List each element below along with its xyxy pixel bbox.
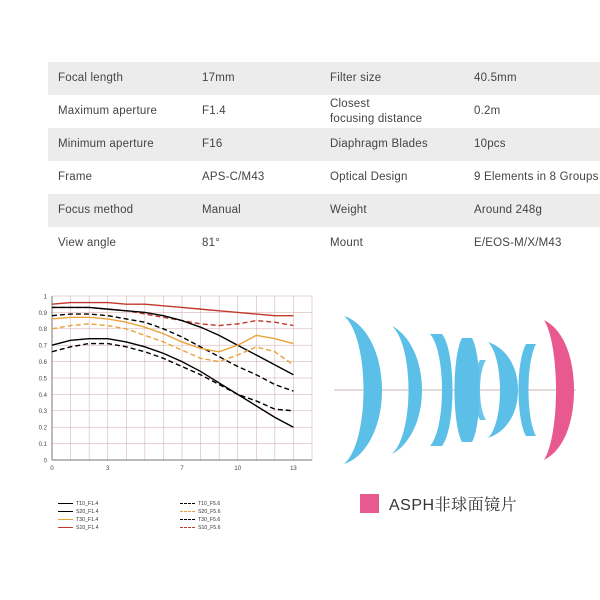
legend-label: T30_F1.4 — [76, 517, 99, 523]
spec-value: Manual — [192, 194, 320, 227]
spec-value: 40.5mm — [464, 62, 600, 95]
legend-swatch — [180, 527, 195, 528]
legend-label: S10_F1.4 — [76, 525, 99, 531]
legend-swatch — [58, 519, 73, 520]
legend-swatch — [180, 519, 195, 520]
chart-series-line — [52, 339, 293, 428]
legend-item — [180, 524, 302, 532]
legend-swatch — [58, 503, 73, 504]
chart-legend — [58, 500, 302, 532]
legend-label: T10_F1.4 — [76, 501, 99, 507]
legend-item — [58, 516, 180, 524]
legend-label: S10_F5.6 — [198, 525, 221, 531]
spec-key: Mount — [320, 227, 464, 260]
legend-item — [58, 508, 180, 516]
lens-cross-section-diagram — [330, 290, 580, 520]
table-row — [48, 227, 600, 260]
y-tick-label: 0.8 — [38, 327, 47, 334]
y-tick-label: 0.1 — [38, 442, 47, 448]
y-tick-label: 0.4 — [38, 392, 47, 399]
table-row — [48, 95, 600, 128]
spec-value: APS-C/M43 — [192, 161, 320, 194]
y-tick-label: 1 — [43, 294, 47, 301]
table-row — [48, 62, 600, 95]
aspherical-legend-label: ASPH非球面镜片 — [389, 497, 518, 514]
legend-label: S20_F1.4 — [76, 509, 99, 515]
legend-row — [58, 516, 302, 524]
spec-value: Around 248g — [464, 194, 600, 227]
chart-series-line — [52, 314, 293, 391]
legend-label: S20_F5.6 — [198, 509, 221, 515]
legend-row — [58, 524, 302, 532]
aspherical-color-swatch — [360, 494, 379, 513]
lens-diagram-svg — [330, 290, 580, 490]
spec-key: Closest focusing distance — [320, 95, 464, 128]
spec-key: Focus method — [48, 194, 192, 227]
x-tick-label: 3 — [106, 466, 110, 472]
x-tick-label: 7 — [180, 466, 184, 472]
legend-row — [58, 500, 302, 508]
y-tick-label: 0.3 — [38, 409, 47, 416]
table-row — [48, 161, 600, 194]
spec-value: E/EOS-M/X/M43 — [464, 227, 600, 260]
chart-series-line — [52, 344, 293, 411]
spec-key: Optical Design — [320, 161, 464, 194]
chart-series-line — [52, 324, 293, 365]
spec-value: 17mm — [192, 62, 320, 95]
spec-value: 81° — [192, 227, 320, 260]
y-tick-label: 0.5 — [38, 376, 47, 383]
chart-series — [52, 303, 293, 428]
legend-row — [58, 508, 302, 516]
spec-value: F1.4 — [192, 95, 320, 128]
spec-key: Minimum aperture — [48, 128, 192, 161]
spec-key: Diaphragm Blades — [320, 128, 464, 161]
spec-key: Weight — [320, 194, 464, 227]
legend-item — [58, 524, 180, 532]
legend-item — [180, 516, 302, 524]
spec-value: F16 — [192, 128, 320, 161]
x-tick-label: 0 — [50, 466, 54, 472]
legend-label: T30_F5.6 — [198, 517, 221, 523]
spec-key: Maximum aperture — [48, 95, 192, 128]
legend-item — [180, 500, 302, 508]
mtf-chart — [22, 288, 322, 538]
mtf-chart-svg — [22, 288, 322, 498]
y-tick-label: 0.9 — [38, 310, 47, 317]
aspherical-legend — [360, 492, 517, 515]
x-tick-label: 10 — [234, 466, 242, 472]
spec-key: Frame — [48, 161, 192, 194]
spec-value: 10pcs — [464, 128, 600, 161]
spec-key: Filter size — [320, 62, 464, 95]
specification-table — [48, 62, 600, 260]
legend-item — [58, 500, 180, 508]
y-tick-label: 0.2 — [38, 425, 47, 432]
table-row — [48, 128, 600, 161]
legend-swatch — [180, 511, 195, 512]
x-tick-label: 13 — [290, 466, 297, 472]
legend-item — [180, 508, 302, 516]
y-tick-label: 0.6 — [38, 360, 47, 366]
spec-value: 0.2m — [464, 95, 600, 128]
y-tick-label: 0.7 — [38, 343, 47, 350]
legend-swatch — [58, 527, 73, 528]
legend-swatch — [58, 511, 73, 512]
spec-value: 9 Elements in 8 Groups — [464, 161, 600, 194]
legend-label: T10_F5.6 — [198, 501, 221, 507]
legend-swatch — [180, 503, 195, 504]
spec-key: View angle — [48, 227, 192, 260]
spec-key: Focal length — [48, 62, 192, 95]
y-tick-label: 0 — [43, 458, 47, 465]
table-row — [48, 194, 600, 227]
chart-series-line — [52, 307, 293, 325]
